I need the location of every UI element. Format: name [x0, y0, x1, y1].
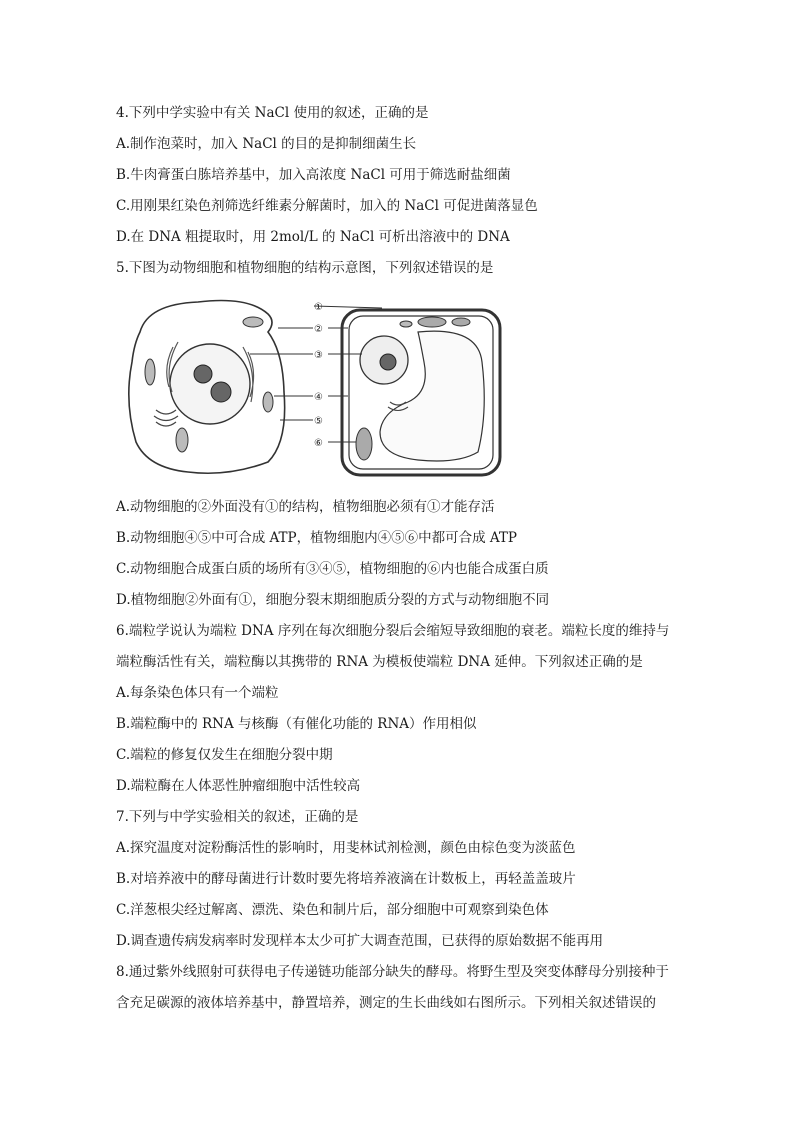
q5-option-c: C.动物细胞合成蛋白质的场所有③④⑤，植物细胞的⑥内也能合成蛋白质: [116, 561, 549, 577]
q6-option-a: A.每条染色体只有一个端粒: [116, 685, 279, 701]
q4-option-d: D.在 DNA 粗提取时，用 2mol/L 的 NaCl 可析出溶液中的 DNA: [116, 229, 510, 245]
animal-mitochondrion-4: [176, 428, 188, 452]
figure-label-1: ①: [314, 302, 323, 313]
q5-option-b: B.动物细胞④⑤中可合成 ATP，植物细胞内④⑤⑥中都可合成 ATP: [116, 530, 517, 546]
q6-stem-line-2: 端粒酶活性有关，端粒酶以其携带的 RNA 为模板使端粒 DNA 延伸。下列叙述正确的是: [116, 654, 643, 670]
animal-mitochondrion-2: [243, 317, 263, 327]
q7-option-a: A.探究温度对淀粉酶活性的影响时，用斐林试剂检测，颜色由棕色变为淡蓝色: [116, 840, 576, 856]
figure-label-6: ⑥: [314, 438, 323, 449]
figure-label-4: ④: [314, 392, 323, 403]
q6-option-d: D.端粒酶在人体恶性肿瘤细胞中活性较高: [116, 778, 361, 794]
animal-nucleolus-2: [211, 382, 231, 402]
figure-label-5: ⑤: [314, 416, 323, 427]
plant-mitochondrion: [400, 321, 412, 327]
animal-mitochondrion-1: [145, 359, 155, 385]
animal-golgi: [154, 410, 178, 426]
plant-chloroplast-1: [418, 317, 446, 327]
q8-stem-line-2: 含充足碳源的液体培养基中，静置培养，测定的生长曲线如右图所示。下列相关叙述错误的: [116, 995, 656, 1011]
plant-chloroplast-3: [356, 428, 372, 460]
q7-option-b: B.对培养液中的酵母菌进行计数时要先将培养液滴在计数板上，再轻盖盖玻片: [116, 871, 576, 887]
q7-stem: 7.下列与中学实验相关的叙述，正确的是: [116, 809, 359, 825]
q4-option-a: A.制作泡菜时，加入 NaCl 的目的是抑制细菌生长: [116, 136, 417, 152]
q7-option-d: D.调查遗传病发病率时发现样本太少可扩大调查范围，已获得的原始数据不能再用: [116, 933, 604, 949]
animal-mitochondrion-3: [263, 392, 273, 412]
animal-nucleus: [170, 344, 250, 424]
plant-chloroplast-2: [452, 318, 470, 326]
q4-stem: 4.下列中学实验中有关 NaCl 使用的叙述，正确的是: [116, 105, 429, 121]
cell-diagram: [118, 292, 508, 482]
figure-label-3: ③: [314, 350, 323, 361]
cell-structure-figure: [118, 292, 508, 482]
q7-option-c: C.洋葱根尖经过解离、漂洗、染色和制片后，部分细胞中可观察到染色体: [116, 902, 549, 918]
q5-stem: 5.下图为动物细胞和植物细胞的结构示意图，下列叙述错误的是: [116, 260, 494, 276]
q8-stem-line-1: 8.通过紫外线照射可获得电子传递链功能部分缺失的酵母。将野生型及突变体酵母分别接种于: [116, 964, 669, 980]
q4-option-c: C.用刚果红染色剂筛选纤维素分解菌时，加入的 NaCl 可促进菌落显色: [116, 198, 538, 214]
q5-option-a: A.动物细胞的②外面没有①的结构，植物细胞必须有①才能存活: [116, 499, 495, 515]
q5-option-d: D.植物细胞②外面有①，细胞分裂末期细胞质分裂的方式与动物细胞不同: [116, 592, 550, 608]
q6-stem-line-1: 6.端粒学说认为端粒 DNA 序列在每次细胞分裂后会缩短导致细胞的衰老。端粒长度的维持与: [116, 623, 670, 639]
q6-option-c: C.端粒的修复仅发生在细胞分裂中期: [116, 747, 333, 763]
q6-option-b: B.端粒酶中的 RNA 与核酶（有催化功能的 RNA）作用相似: [116, 716, 477, 732]
q4-option-b: B.牛肉膏蛋白胨培养基中，加入高浓度 NaCl 可用于筛选耐盐细菌: [116, 167, 511, 183]
plant-nucleolus: [380, 354, 396, 370]
leader-1: [314, 306, 382, 308]
figure-label-2: ②: [314, 324, 323, 335]
animal-nucleolus-1: [194, 365, 212, 383]
